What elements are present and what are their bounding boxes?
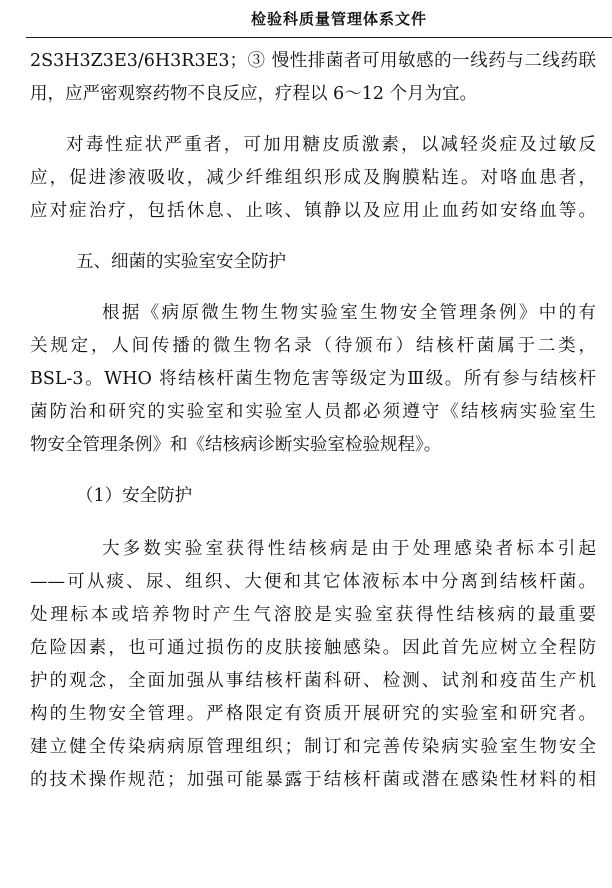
text-line: 构的生物安全管理。严格限定有资质开展研究的实验室和研究者。: [30, 704, 596, 724]
subsection-heading: （1）安全防护: [76, 486, 193, 506]
text-line: 危险因素，也可通过损伤的皮肤接触感染。因此首先应树立全程防: [30, 638, 596, 658]
text-line: 用，应严密观察药物不良反应，疗程以 6～12 个月为宜。: [30, 84, 478, 104]
text-line: 物安全管理条例》和《结核病诊断实验室检验规程》。: [30, 435, 442, 455]
paragraph-symptomatic-treatment: [30, 130, 596, 229]
text-line: 菌防治和研究的实验室和实验室人员都必须遵守《结核病实验室生: [30, 402, 596, 422]
section-heading: 五、细菌的实验室安全防护: [76, 252, 286, 272]
text-line: 根据《病原微生物生物实验室生物安全管理条例》中的有: [102, 303, 596, 323]
document-title: 检验科质量管理体系文件: [250, 10, 427, 28]
text-line: 关规定，人间传播的微生物名录（待颁布）结核杆菌属于二类，: [30, 336, 596, 356]
text-line: 应，促进渗液吸收，减少纤维组织形成及胸膜粘连。对咯血患者，: [30, 168, 596, 188]
text-line: 护的观念，全面加强从事结核杆菌科研、检测、试剂和疫苗生产机: [30, 671, 596, 691]
text-line: 的技术操作规范；加强可能暴露于结核杆菌或潜在感染性材料的相: [30, 770, 596, 790]
page-header: [26, 0, 612, 38]
text-line: 2S3H3Z3E3/6H3R3E3；③ 慢性排菌者可用敏感的一线药与二线药联: [30, 51, 596, 71]
text-line: 对毒性症状严重者，可加用糖皮质激素，以减轻炎症及过敏反: [66, 135, 596, 155]
text-line: 大多数实验室获得性结核病是由于处理感染者标本引起: [102, 539, 596, 559]
document-body: [30, 46, 596, 798]
text-line: 建立健全传染病病原管理组织；制订和完善传染病实验室生物安全: [30, 737, 596, 757]
text-line: BSL-3。WHO 将结核杆菌生物危害等级定为Ⅲ级。所有参与结核杆: [30, 369, 596, 389]
text-line: 应对症治疗，包括休息、止咳、镇静以及应用止血药如安络血等。: [30, 201, 596, 221]
paragraph-treatment-regimen: [30, 46, 596, 112]
paragraph-safety-protection: [30, 534, 596, 798]
text-line: ——可从痰、尿、组织、大便和其它体液标本中分离到结核杆菌。: [30, 572, 596, 592]
paragraph-regulations: [30, 298, 596, 463]
text-line: 处理标本或培养物时产生气溶胶是实验室获得性结核病的最重要: [30, 605, 596, 625]
